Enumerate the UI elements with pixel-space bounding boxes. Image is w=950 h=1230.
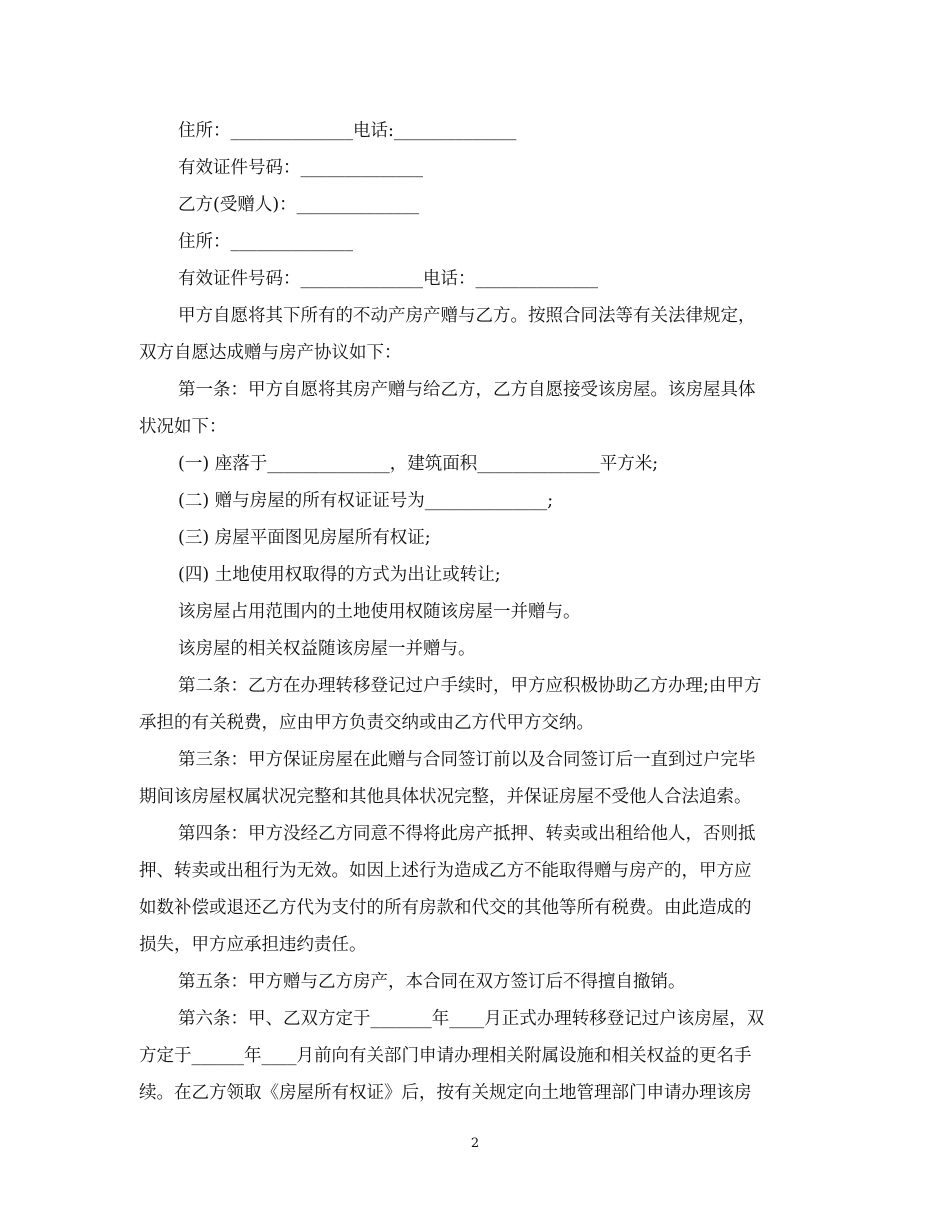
line-article-5: 第五条：甲方赠与乙方房产，本合同在双方签订后不得擅自撤销。 [178, 972, 686, 992]
line-id-number: 有效证件号码：______________ [178, 158, 423, 178]
line-land-use: 该房屋占用范围内的土地使用权随该房屋一并赠与。 [178, 602, 581, 622]
line-preamble-2: 双方自愿达成赠与房产协议如下： [139, 343, 402, 363]
line-article-4-b: 押、转卖或出租行为无效。如因上述行为造成乙方不能取得赠与房产的，甲方应 [139, 861, 752, 881]
line-article-6-c: 续。在乙方领取《房屋所有权证》后，按有关规定向土地管理部门申请办理该房 [139, 1083, 752, 1103]
line-related-rights: 该房屋的相关权益随该房屋一并赠与。 [178, 639, 476, 659]
line-party-b-id-phone: 有效证件号码：______________电话：______________ [178, 269, 598, 289]
line-item-4: (四) 土地使用权取得的方式为出让或转让; [178, 565, 501, 585]
line-article-3-a: 第三条：甲方保证房屋在此赠与合同签订前以及合同签订后一直到过户完毕 [178, 750, 756, 770]
document-body [139, 113, 814, 1112]
line-article-1-b: 状况如下： [139, 417, 227, 437]
line-article-2-b: 承担的有关税费，应由甲方负责交纳或由乙方代甲方交纳。 [139, 713, 594, 733]
line-article-6-b: 方定于______年____月前向有关部门申请办理相关附属设施和相关权益的更名手 [139, 1046, 752, 1066]
line-item-1: (一) 座落于______________，建筑面积______________平方米; [178, 454, 659, 474]
line-item-3: (三) 房屋平面图见房屋所有权证; [178, 528, 431, 548]
line-article-6-a: 第六条：甲、乙双方定于_______年____月正式办理转移登记过户该房屋，双 [178, 1009, 765, 1029]
page-number: 2 [470, 1136, 480, 1151]
line-article-2-a: 第二条：乙方在办理转移登记过户手续时，甲方应积极协助乙方办理;由甲方 [178, 676, 762, 696]
line-article-3-b: 期间该房屋权属状况完整和其他具体状况完整，并保证房屋不受他人合法追索。 [139, 787, 752, 807]
line-party-b-address: 住所：______________ [178, 232, 353, 252]
line-preamble-1: 甲方自愿将其下所有的不动产房产赠与乙方。按照合同法等有关法律规定， [178, 306, 756, 326]
line-party-b: 乙方(受赠人)：______________ [178, 195, 420, 215]
line-article-4-a: 第四条：甲方没经乙方同意不得将此房产抵押、转卖或出租给他人，否则抵 [178, 824, 756, 844]
line-item-2: (二) 赠与房屋的所有权证证号为______________; [178, 491, 554, 511]
line-article-4-d: 损失，甲方应承担违约责任。 [139, 935, 367, 955]
line-address-phone: 住所：______________电话:______________ [178, 121, 517, 141]
line-article-1-a: 第一条：甲方自愿将其房产赠与给乙方，乙方自愿接受该房屋。该房屋具体 [178, 380, 756, 400]
line-article-4-c: 如数补偿或退还乙方代为支付的所有房款和代交的其他等所有税费。由此造成的 [139, 898, 752, 918]
